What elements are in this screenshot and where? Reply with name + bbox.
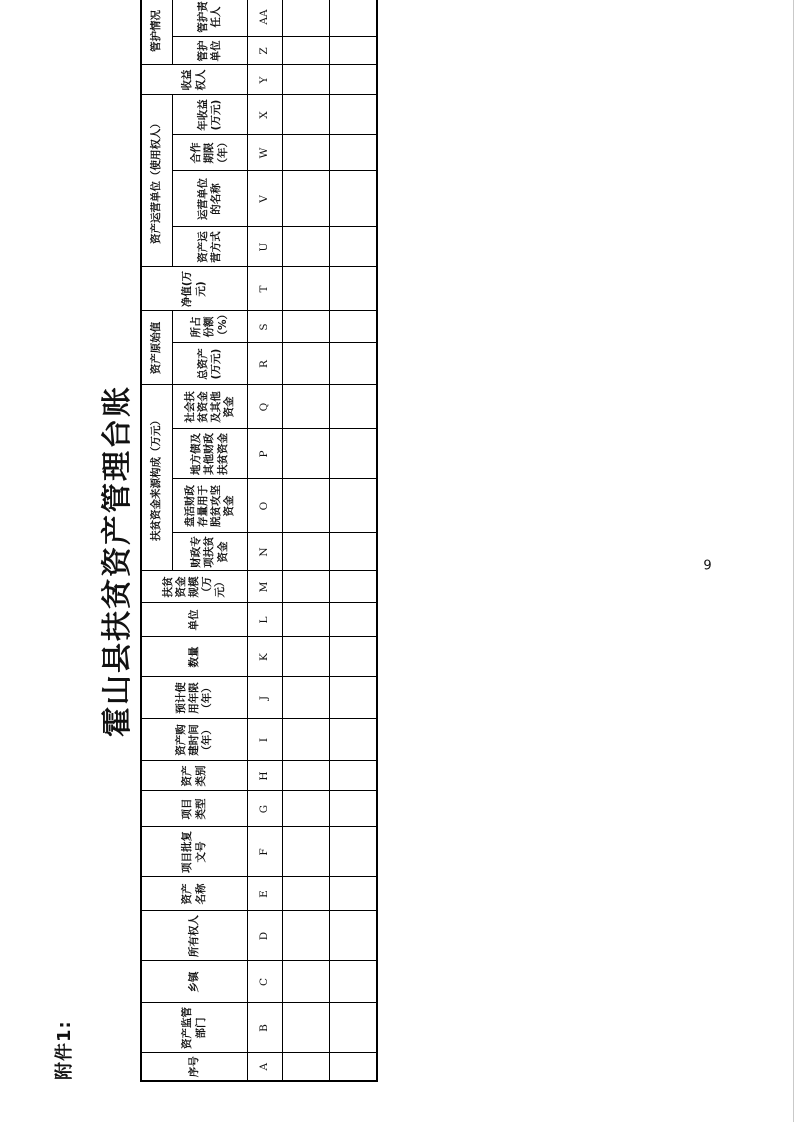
empty-cell <box>330 719 378 761</box>
header-approval-number: 项目批复文号 <box>141 827 248 877</box>
empty-cell <box>283 1003 330 1053</box>
empty-cell <box>330 65 378 95</box>
header-owner: 所有权人 <box>141 911 248 961</box>
header-unit: 单位 <box>141 603 248 637</box>
empty-cell <box>330 227 378 267</box>
empty-cell <box>283 385 330 429</box>
column-code: J <box>248 677 283 719</box>
group-funding-sources: 扶贫资金来源构成（万元） <box>141 385 173 571</box>
empty-cell <box>283 1053 330 1081</box>
empty-cell <box>330 961 378 1003</box>
group-maintenance: 管护情况 <box>141 0 173 65</box>
empty-cell <box>283 65 330 95</box>
header-useful-life: 预计使用年限（年） <box>141 677 248 719</box>
empty-cell <box>330 911 378 961</box>
header-share-percent: 所占份额（%） <box>173 311 248 343</box>
group-original-value: 资产原始值 <box>141 311 173 385</box>
empty-cell <box>283 429 330 479</box>
header-seq: 序号 <box>141 1053 248 1081</box>
column-code: R <box>248 343 283 385</box>
empty-cell <box>283 637 330 677</box>
asset-ledger-table <box>140 0 378 1082</box>
header-supervising-dept: 资产监管部门 <box>141 1003 248 1053</box>
column-code: I <box>248 719 283 761</box>
header-social-fund: 社会扶贫资金及其他资金 <box>173 385 248 429</box>
empty-cell <box>330 385 378 429</box>
empty-cell <box>283 95 330 135</box>
header-asset-category: 资产类别 <box>141 761 248 791</box>
column-code-row <box>248 0 283 1081</box>
empty-cell <box>330 267 378 311</box>
header-beneficiary: 收益权人 <box>141 65 248 95</box>
column-code: O <box>248 479 283 533</box>
empty-cell <box>330 571 378 603</box>
empty-cell <box>330 0 378 37</box>
header-annual-income: 年收益(万元) <box>173 95 248 135</box>
column-code: K <box>248 637 283 677</box>
header-quantity: 数量 <box>141 637 248 677</box>
header-township: 乡镇 <box>141 961 248 1003</box>
column-code: D <box>248 911 283 961</box>
empty-cell <box>283 761 330 791</box>
empty-cell <box>283 267 330 311</box>
empty-cell <box>330 791 378 827</box>
column-code: F <box>248 827 283 877</box>
column-code: N <box>248 533 283 571</box>
column-code: S <box>248 311 283 343</box>
empty-cell <box>330 637 378 677</box>
header-total-assets: 总资产(万元) <box>173 343 248 385</box>
header-fiscal-special-fund: 财政专项扶贫资金 <box>173 533 248 571</box>
empty-cell <box>283 0 330 37</box>
empty-cell <box>283 719 330 761</box>
empty-cell <box>283 311 330 343</box>
column-code: A <box>248 1053 283 1081</box>
empty-cell <box>283 791 330 827</box>
empty-cell <box>330 343 378 385</box>
column-code: Z <box>248 37 283 65</box>
empty-cell <box>330 135 378 171</box>
empty-cell <box>283 135 330 171</box>
empty-cell <box>283 911 330 961</box>
empty-cell <box>330 603 378 637</box>
empty-cell <box>283 603 330 637</box>
header-build-year: 资产购建时间（年） <box>141 719 248 761</box>
header-cooperation-term: 合作期限（年） <box>173 135 248 171</box>
column-code: C <box>248 961 283 1003</box>
empty-cell <box>330 479 378 533</box>
header-operation-mode: 资产运营方式 <box>173 227 248 267</box>
empty-cell <box>283 171 330 227</box>
empty-cell <box>283 571 330 603</box>
column-code: U <box>248 227 283 267</box>
empty-cell <box>283 533 330 571</box>
column-code: B <box>248 1003 283 1053</box>
empty-cell <box>330 429 378 479</box>
column-code: H <box>248 761 283 791</box>
empty-cell <box>283 479 330 533</box>
empty-cell <box>330 827 378 877</box>
header-net-value: 净值(万元) <box>141 267 248 311</box>
header-maintenance-person: 管护责任人 <box>173 0 248 37</box>
header-row-groups <box>141 0 173 1081</box>
empty-cell <box>283 877 330 911</box>
annex-label: 附件1: <box>54 1020 75 1080</box>
column-code: L <box>248 603 283 637</box>
header-project-type: 项目类型 <box>141 791 248 827</box>
header-local-bond-fund: 地方债及其他财政扶贫资金 <box>173 429 248 479</box>
header-maintenance-unit: 管护单位 <box>173 37 248 65</box>
empty-cell <box>283 227 330 267</box>
empty-cell <box>283 37 330 65</box>
column-code: G <box>248 791 283 827</box>
empty-cell <box>330 1003 378 1053</box>
page-number: 9 <box>703 558 712 574</box>
empty-cell <box>283 677 330 719</box>
empty-cell <box>330 95 378 135</box>
column-code: M <box>248 571 283 603</box>
header-operator-name: 运营单位的名称 <box>173 171 248 227</box>
column-code: P <box>248 429 283 479</box>
column-code: AA <box>248 0 283 37</box>
empty-cell <box>330 311 378 343</box>
header-revitalized-fund: 盘活财政存量用于脱贫攻坚资金 <box>173 479 248 533</box>
empty-cell <box>283 961 330 1003</box>
header-asset-name: 资产名称 <box>141 877 248 911</box>
column-code: E <box>248 877 283 911</box>
empty-cell <box>330 533 378 571</box>
document-title: 霍山县扶贫资产管理台账 <box>100 385 135 737</box>
empty-cell <box>330 171 378 227</box>
group-operator: 资产运营单位（使用权人） <box>141 95 173 267</box>
empty-data-row <box>283 0 330 1081</box>
empty-cell <box>283 343 330 385</box>
empty-data-row <box>330 0 378 1081</box>
empty-cell <box>330 877 378 911</box>
column-code: X <box>248 95 283 135</box>
empty-cell <box>330 761 378 791</box>
empty-cell <box>330 37 378 65</box>
column-code: T <box>248 267 283 311</box>
column-code: W <box>248 135 283 171</box>
header-fund-scale: 扶贫资金规模（万元） <box>141 571 248 603</box>
empty-cell <box>330 677 378 719</box>
empty-cell <box>283 827 330 877</box>
column-code: Q <box>248 385 283 429</box>
empty-cell <box>330 1053 378 1081</box>
column-code: V <box>248 171 283 227</box>
column-code: Y <box>248 65 283 95</box>
